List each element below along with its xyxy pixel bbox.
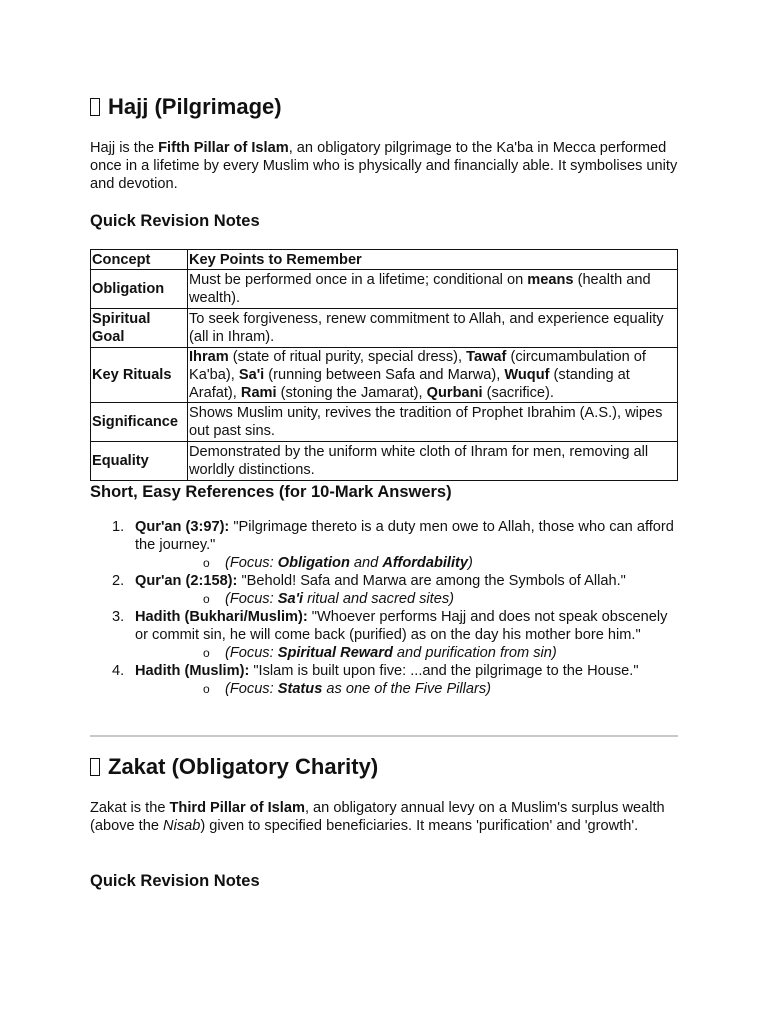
table-row bbox=[91, 348, 678, 403]
focus-item: o (Focus: Sa'i ritual and sacred sites) bbox=[203, 591, 454, 607]
table-cell-points: Must be performed once in a lifetime; conditional on means (health and wealth). bbox=[188, 270, 678, 309]
zakat-intro: Zakat is the Third Pillar of Islam, an obligatory annual levy on a Muslim's surplus wealth (above the Nisab) given to specified beneficiaries. It means 'purification' and 'growth'. bbox=[90, 800, 665, 834]
missing-glyph-icon bbox=[90, 98, 100, 116]
table-row bbox=[91, 309, 678, 348]
table-cell-concept: Significance bbox=[91, 403, 188, 442]
references-list bbox=[90, 518, 678, 698]
focus-list bbox=[135, 554, 678, 572]
table-cell-points: To seek forgiveness, renew commitment to Allah, and experience equality (all in Ihram). bbox=[188, 309, 678, 348]
focus-item: o (Focus: Spiritual Reward and purification from sin) bbox=[203, 645, 557, 661]
focus-list bbox=[135, 590, 678, 608]
table-header-concept: Concept bbox=[91, 250, 188, 270]
table-cell-points: Demonstrated by the uniform white cloth of Ihram for men, removing all worldly distinctions. bbox=[188, 442, 678, 481]
table-row bbox=[91, 442, 678, 481]
table-cell-concept: Key Rituals bbox=[91, 348, 188, 403]
hajj-revision-table bbox=[90, 249, 678, 481]
focus-list bbox=[135, 644, 678, 662]
table-cell-concept: Spiritual Goal bbox=[91, 309, 188, 348]
list-item: 2. Qur'an (2:158): "Behold! Safa and Marwa are among the Symbols of Allah." o (Focus: Sa'i ritual and sacred sites) bbox=[90, 572, 678, 608]
list-item: 4. Hadith (Muslim): "Islam is built upon five: ...and the pilgrimage to the House." o (Focus: Status as one of the Five Pillars) bbox=[90, 662, 678, 698]
list-item: 1. Qur'an (3:97): "Pilgrimage thereto is a duty men owe to Allah, those who can afford the journey." o (Focus: Obligation and Affordability) bbox=[90, 518, 678, 572]
table-header-key-points: Key Points to Remember bbox=[188, 250, 678, 270]
focus-item: o (Focus: Obligation and Affordability) bbox=[203, 555, 473, 571]
table-header-row bbox=[91, 250, 678, 270]
table-cell-points: Ihram (state of ritual purity, special dress), Tawaf (circumambulation of Ka'ba), Sa'i (running between Safa and Marwa), Wuquf (standing at Arafat), Rami (stoning the Jamarat), Qurbani (sacrifice). bbox=[188, 348, 678, 403]
missing-glyph-icon bbox=[90, 758, 100, 776]
table-cell-concept: Equality bbox=[91, 442, 188, 481]
hajj-notes-heading: Quick Revision Notes bbox=[90, 212, 260, 230]
table-row bbox=[91, 270, 678, 309]
focus-item: o (Focus: Status as one of the Five Pillars) bbox=[203, 681, 492, 697]
hajj-heading: Hajj (Pilgrimage) bbox=[90, 94, 282, 120]
references-heading: Short, Easy References (for 10-Mark Answers) bbox=[90, 483, 452, 501]
hajj-intro: Hajj is the Fifth Pillar of Islam, an obligatory pilgrimage to the Ka'ba in Mecca performed once in a lifetime by every Muslim who is physically and financially able. It symbolises unity and devotion. bbox=[90, 140, 678, 192]
zakat-notes-heading: Quick Revision Notes bbox=[90, 872, 260, 890]
section-divider bbox=[90, 735, 678, 737]
table-cell-points: Shows Muslim unity, revives the tradition of Prophet Ibrahim (A.S.), wipes out past sins. bbox=[188, 403, 678, 442]
table-row bbox=[91, 403, 678, 442]
focus-list bbox=[135, 680, 678, 698]
zakat-heading: Zakat (Obligatory Charity) bbox=[90, 754, 378, 780]
list-item: 3. Hadith (Bukhari/Muslim): "Whoever performs Hajj and does not speak obscenely or commit sin, he will come back (purified) as on the day his mother bore him." o (Focus: Spiritual Reward and purification from sin) bbox=[90, 608, 678, 662]
table-cell-concept: Obligation bbox=[91, 270, 188, 309]
